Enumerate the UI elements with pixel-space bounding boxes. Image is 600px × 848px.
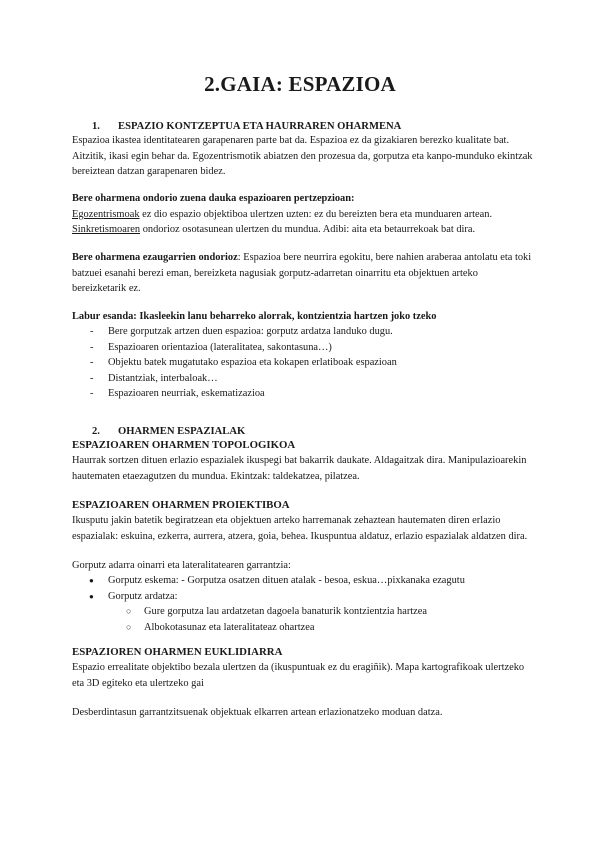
list-item: - Espazioaren neurriak, eskematizazioa: [72, 386, 534, 402]
list-item: - Objektu batek mugatutako espazioa eta kokapen erlatiboak espazioan: [72, 355, 534, 371]
summary-list: [72, 324, 534, 402]
characteristics-text: : Espazioa bere neurrira egokitu, bere nahien araberaa antolatu eta toki batzuei esanahi berezi eman, bereizketa nagusiak gorputz-adarretan oinarritu eta objektuen arteko bereizketarik ez.: [72, 252, 532, 294]
projective-text: Ikusputu jakin batetik begiratzean eta objektuen arteko harremanak zehaztean hautematen diren erlazio espazialak: eskuina, ezkerra, aurrera, atzera, goia, behea. Ikuspuntua aldatuz, erlazio espazialak aldatzen dira.: [72, 515, 528, 542]
projective-text-2: Gorputz adarra oinarri eta lateralitatearen garrantzia:: [72, 560, 291, 571]
characteristics-label: Bere oharmena ezaugarrien ondorioz: [72, 252, 238, 263]
summary-heading: Labur esanda: Ikasleekin lanu beharreko alorrak, kontzientzia hartzen joko tzeko: [72, 311, 437, 322]
euclidean-text: Espazio errealitate objektibo bezala ulertzen da (ikuspuntuak ez du eragiñik). Mapa kartografikoak ulertzeko eta 3D egiteko eta ulertzeko gai: [72, 662, 525, 689]
list-item: ○ Albokotasunaz eta lateralitateaz ohartzea: [72, 620, 534, 636]
topological-heading: ESPAZIOAREN OHARMEN TOPOLOGIKOA: [72, 439, 296, 451]
egocentrism-paragraph: [72, 207, 534, 223]
list-item: - Espazioaren orientazioa (lateralitatea, sakontasuna…): [72, 340, 534, 356]
list-item: - Bere gorputzak artzen duen espazioa: gorputz ardatza landuko dugu.: [72, 324, 534, 340]
egocentrism-term: Egozentrismoak: [72, 209, 140, 220]
section-2-number: 2.: [92, 426, 100, 437]
topological-text: Haurrak sortzen dituen erlazio espazialek ikuspegi bat bakarrik daukate. Aldagaitzak dira. Manipulazioarekin hautematen etaezagutzen du mundua. Ekintzak: taldekatzea, pilatzea.: [72, 455, 527, 482]
list-item: ● Gorputz ardatza:: [72, 589, 534, 605]
euclidean-heading: ESPAZIOREN OHARMEN EUKLIDIARRA: [72, 646, 283, 658]
bullet-list: [72, 573, 534, 635]
syncretism-term: Sinkretismoaren: [72, 224, 141, 235]
list-item: ○ Gure gorputza lau ardatzetan dagoela banaturik kontzientzia hartzea: [72, 604, 534, 620]
section-1-title: ESPAZIO KONTZEPTUA ETA HAURRAREN OHARMENA: [118, 121, 402, 132]
section-1-number: 1.: [92, 121, 100, 132]
syncretism-paragraph: [72, 222, 534, 238]
list-item: ● Gorputz eskema: - Gorputza osatzen dituen atalak - besoa, eskua…pixkanaka ezagutu: [72, 573, 534, 589]
section-1-intro: Espazioa ikastea identitatearen garapenaren parte bat da. Espazioa ez da gizakiaren berezko kualitate bat. Aitzitik, ikasi egin behar da. Egozentrismotik abiatzen den prozesua da, gorputza eta kanpo-munduko ekintzak bereiztean datzan garapenaren bidez.: [72, 135, 533, 177]
characteristics-paragraph: [72, 250, 534, 297]
final-text: Desberdintasun garrantzitsuenak objektuak elkarren artean erlazionatzeko moduan datza.: [72, 707, 443, 718]
page-title: 2.GAIA: ESPAZIOA: [204, 72, 396, 96]
section-2-title: OHARMEN ESPAZIALAK: [118, 426, 246, 437]
egocentrism-text: ez dio espazio objektiboa ulertzen uzten: ez du bereizten bera eta munduaren artean.: [139, 209, 493, 220]
projective-heading: ESPAZIOAREN OHARMEN PROIEKTIBOA: [72, 499, 290, 511]
syncretism-text: ondorioz osotasunean ulertzen du mundua. Adibi: aita eta betaurrekoak bat dira.: [140, 224, 476, 235]
perception-heading: Bere oharmena ondorio zuena dauka espazioaren pertzepzioan:: [72, 193, 355, 204]
list-item: - Distantziak, interbaloak…: [72, 371, 534, 387]
